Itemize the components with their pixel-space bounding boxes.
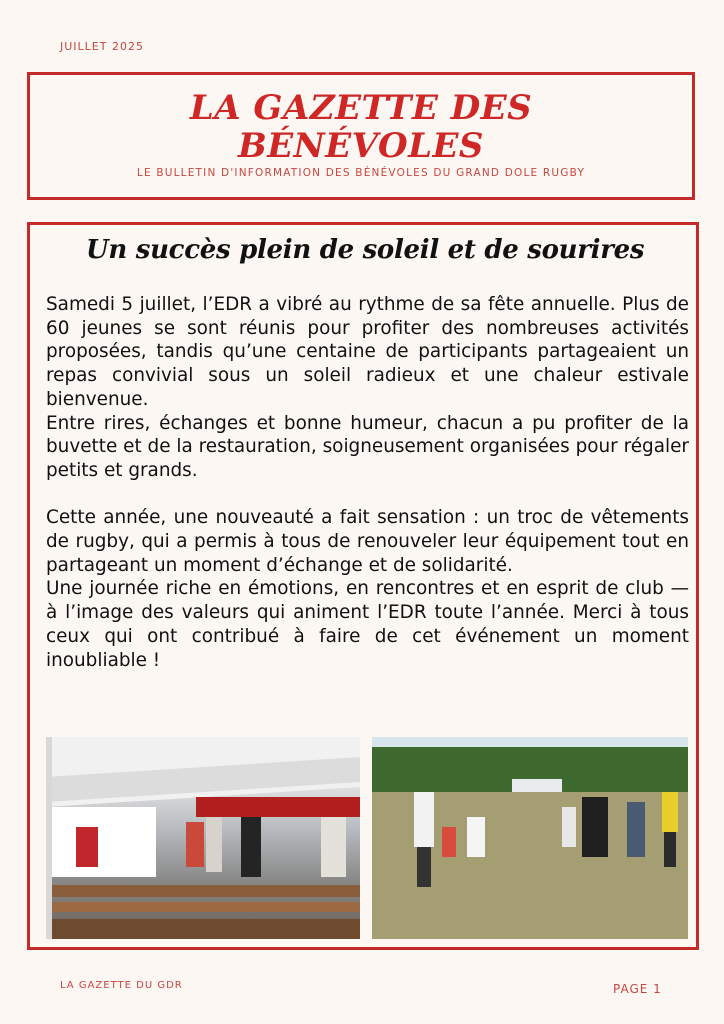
footer-publication: LA GAZETTE DU GDR [60,980,183,991]
issue-date: JUILLET 2025 [60,40,144,53]
photo-kids-rugby-activity [372,737,688,939]
newsletter-title: LA GAZETTE DES BÉNÉVOLES [189,88,533,166]
article-body [46,293,689,672]
paragraph-3: Cette année, une nouveauté a fait sensation : un troc de vêtements de rugby, qui a permis à tous de renouveler leur équipement tout en partageant un moment d’échange et de solidarité. [46,507,689,576]
newsletter-subtitle: LE BULLETIN D'INFORMATION DES BÉNÉVOLES DU GRAND DOLE RUGBY [136,167,586,179]
article [27,222,699,950]
page-number: PAGE 1 [613,982,662,996]
paragraph-4: Une journée riche en émotions, en rencontres et en esprit de club — à l’image des valeurs qui animent l’EDR toute l’année. Merci à tous ceux qui ont contribué à faire de cet événement un moment inoubliable ! [46,578,689,671]
masthead [27,72,695,200]
article-headline: Un succès plein de soleil et de sourires [86,235,645,265]
paragraph-2: Entre rires, échanges et bonne humeur, chacun a pu profiter de la buvette et de la restauration, soigneusement organisées pour régaler petits et grands. [46,412,689,481]
photo-buvette-tent [46,737,360,939]
paragraph-1: Samedi 5 juillet, l’EDR a vibré au rythme de sa fête annuelle. Plus de 60 jeunes se sont réunis pour profiter des nombreuses activités proposées, tandis qu’une centaine de participants partageaient un repas convivial sous un soleil radieux et une chaleur estivale bienvenue. [46,294,689,410]
